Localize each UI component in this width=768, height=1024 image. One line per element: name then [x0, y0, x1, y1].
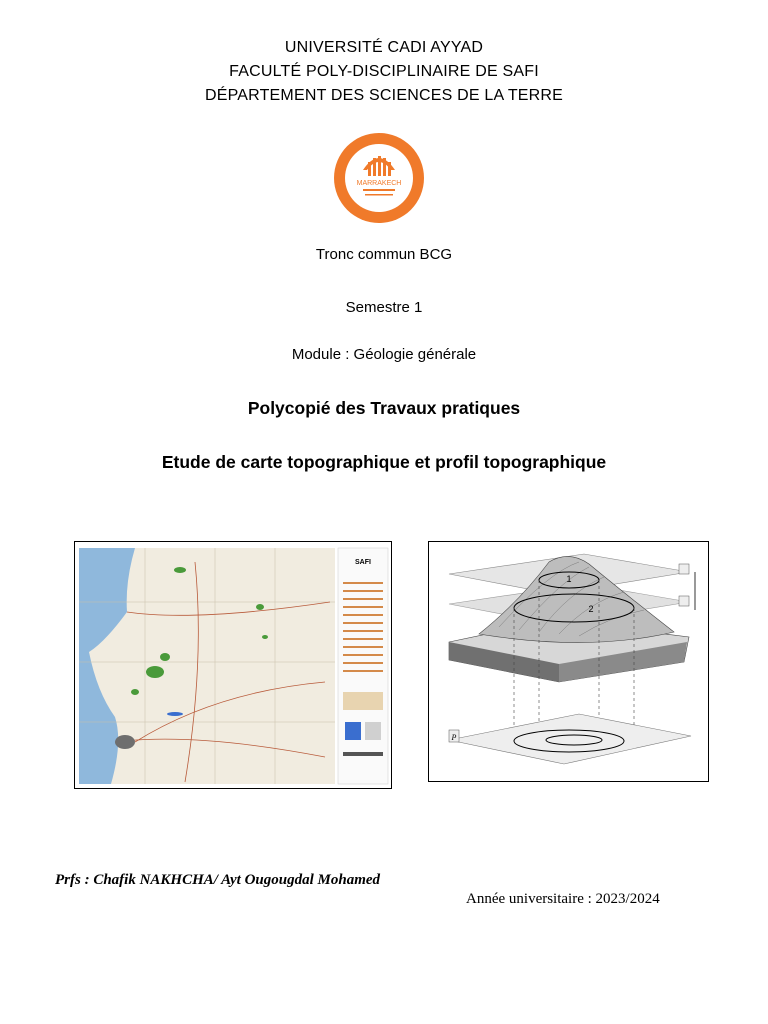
authors-line: Prfs : Chafik NAKHCHA/ Ayt Ougougdal Mohamed [55, 872, 381, 888]
module-label: Module : Géologie générale [291, 346, 477, 363]
contour-label-2: 2 [588, 604, 594, 614]
university-name: UNIVERSITÉ CADI AYYAD [284, 39, 484, 56]
document-subtitle: Etude de carte topographique et profil topographique [161, 452, 607, 472]
map-title: SAFI [355, 559, 371, 566]
topographic-map-icon [75, 542, 391, 788]
block-diagram-figure [428, 541, 709, 782]
topographic-map-figure [74, 541, 392, 789]
faculty-logo [333, 132, 425, 224]
semester-label: Semestre 1 [345, 299, 423, 316]
contour-block-diagram-icon [429, 542, 708, 781]
program-label: Tronc commun BCG [315, 246, 453, 263]
contour-label-1: 1 [566, 574, 572, 584]
document-title: Polycopié des Travaux pratiques [247, 398, 521, 418]
plane-label-p: P [451, 733, 457, 742]
department-name: DÉPARTEMENT DES SCIENCES DE LA TERRE [204, 87, 564, 104]
academic-year: Année universitaire : 2023/2024 [466, 891, 660, 907]
faculty-name: FACULTÉ POLY-DISCIPLINAIRE DE SAFI [229, 63, 539, 80]
logo-city-text: MARRAKECH [356, 180, 402, 187]
